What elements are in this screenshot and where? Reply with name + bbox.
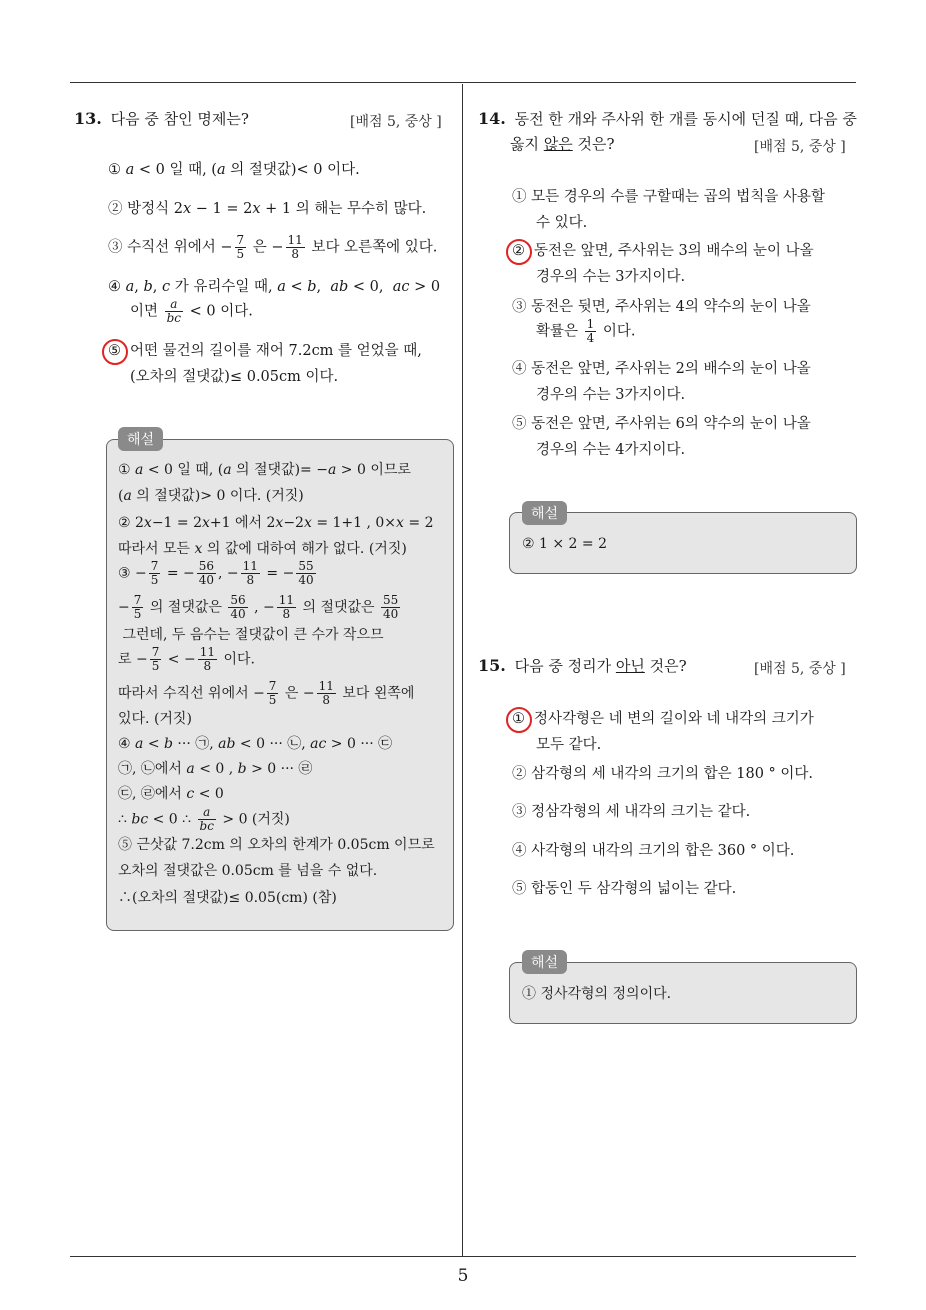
solution-line: − $\frac{7}{5}$ 의 절댓값은 $\frac{56}{40}$ , − $\frac{11}{8}$ 의 절댓값은 $\frac{55}{40}$ [118, 593, 399, 621]
q15-option-4[interactable]: ④ 사각형의 내각의 크기의 합은 360 ° 이다. [512, 843, 795, 859]
solution-line: ① 정사각형의 정의이다. [522, 986, 672, 1002]
q15-option-3[interactable]: ③ 정삼각형의 세 내각의 크기는 같다. [512, 804, 751, 820]
question-number: 14. [478, 109, 506, 128]
q15-option-1[interactable]: ① 정사각형은 네 변의 길이와 네 내각의 크기가 [512, 706, 814, 732]
solution-line: ∴ bc < 0 ∴ $\frac{a}{bc}$ > 0 (거짓) [118, 805, 290, 833]
score-label: [배점 5, 중상 ] [754, 661, 846, 677]
solution-line: ㉠, ㉡에서 a < 0 , b > 0 ··· ㉣ [118, 761, 313, 777]
answer-circle-icon: ① [512, 706, 534, 732]
q14-option-1[interactable]: ① 모든 경우의 수를 구할때는 곱의 법칙을 사용할 [512, 189, 825, 205]
q14-option-2[interactable]: ② 동전은 앞면, 주사위는 3의 배수의 눈이 나올 [512, 238, 814, 264]
q14-option-2-cont: 경우의 수는 3가지이다. [536, 269, 686, 285]
q14-option-4[interactable]: ④ 동전은 앞면, 주사위는 2의 배수의 눈이 나올 [512, 361, 811, 377]
solution-line: 오차의 절댓값은 0.05cm 를 넘을 수 없다. [118, 863, 378, 879]
score-label: [배점 5, 중상 ] [350, 114, 442, 130]
q13-option-1[interactable]: ① a < 0 일 때, (a 의 절댓값)< 0 이다. [108, 162, 360, 178]
solution-line: ④ a < b ··· ㉠, ab < 0 ··· ㉡, ac > 0 ··· ㉢ [118, 736, 393, 752]
question-text: 것은? [572, 135, 615, 153]
question-text: 옳지 [510, 135, 544, 153]
question-text: 동전 한 개와 주사위 한 개를 동시에 던질 때, 다음 중 [514, 110, 857, 128]
question-number: 13. [74, 109, 102, 128]
question-14-heading-line2 [510, 131, 615, 157]
solution-tag: 해설 [522, 950, 567, 974]
solution-line: ② 2x−1 = 2x+1 에서 2x−2x = 1+1 , 0×x = 2 [118, 515, 434, 531]
q14-option-5[interactable]: ⑤ 동전은 앞면, 주사위는 6의 약수의 눈이 나올 [512, 416, 811, 432]
solution-line: (a 의 절댓값)> 0 이다. (거짓) [118, 488, 304, 504]
answer-circle-icon: ⑤ [108, 338, 130, 364]
solution-line: ① a < 0 일 때, (a 의 절댓값)= −a > 0 이므로 [118, 462, 411, 478]
q14-option-4-cont: 경우의 수는 3가지이다. [536, 387, 686, 403]
solution-line: 따라서 모든 x 의 값에 대하여 해가 없다. (거짓) [118, 541, 407, 557]
page-number: 5 [457, 1266, 469, 1286]
solution-line: ∴(오차의 절댓값)≤ 0.05(cm) (참) [118, 890, 337, 906]
question-13-heading [74, 106, 249, 132]
question-text: 다음 중 정리가 [514, 657, 616, 675]
q15-option-2[interactable]: ② 삼각형의 세 내각의 크기의 합은 180 ° 이다. [512, 766, 814, 782]
question-text: 다음 중 참인 명제는? [110, 110, 249, 128]
q13-option-4-cont: 이면 $\frac{a}{bc}$ < 0 이다. [130, 297, 253, 325]
q15-option-5[interactable]: ⑤ 합동인 두 삼각형의 넓이는 같다. [512, 881, 737, 897]
underlined-word: 않은 [543, 135, 573, 153]
question-14-heading [478, 106, 857, 132]
top-rule [70, 82, 856, 83]
q13-option-4[interactable]: ④ a, b, c 가 유리수일 때, a < b, ab < 0, ac > 0 [108, 279, 441, 295]
q13-option-5-cont: (오차의 절댓값)≤ 0.05cm 이다. [130, 369, 339, 385]
solution-tag: 해설 [118, 427, 163, 451]
solution-line: ㉢, ㉣에서 c < 0 [118, 786, 224, 802]
question-number: 15. [478, 656, 506, 675]
solution-line: 따라서 수직선 위에서 − $\frac{7}{5}$ 은 − $\frac{11}{8}$ 보다 왼쪽에 [118, 679, 415, 707]
solution-line: ③ − $\frac{7}{5}$ = − $\frac{56}{40}$ , − $\frac{11}{8}$ = − $\frac{55}{40}$ [118, 559, 314, 587]
solution-line: 로 − $\frac{7}{5}$ < − $\frac{11}{8}$ 이다. [118, 645, 255, 673]
question-15-heading [478, 653, 687, 679]
q14-option-5-cont: 경우의 수는 4가지이다. [536, 442, 686, 458]
solution-line: 그런데, 두 음수는 절댓값이 큰 수가 작으므 [118, 627, 384, 643]
question-text: 것은? [644, 657, 687, 675]
q13-option-5[interactable]: ⑤ 어떤 물건의 길이를 재어 7.2cm 를 얻었을 때, [108, 338, 422, 364]
q14-option-1-cont: 수 있다. [536, 215, 588, 231]
solution-line: ⑤ 근삿값 7.2cm 의 오차의 한계가 0.05cm 이므로 [118, 837, 435, 853]
solution-line: 있다. (거짓) [118, 711, 192, 727]
q14-option-3[interactable]: ③ 동전은 뒷면, 주사위는 4의 약수의 눈이 나올 [512, 299, 811, 315]
column-divider [462, 84, 463, 1256]
solution-line: ② 1 × 2 = 2 [522, 536, 607, 552]
answer-circle-icon: ② [512, 238, 534, 264]
q13-option-3[interactable]: ③ 수직선 위에서 − $\frac{7}{5}$ 은 − $\frac{11}{8}$ 보다 오른쪽에 있다. [108, 233, 438, 261]
q13-option-2[interactable]: ② 방정식 2x − 1 = 2x + 1 의 해는 무수히 많다. [108, 201, 427, 217]
bottom-rule [70, 1256, 856, 1257]
q15-option-1-cont: 모두 같다. [536, 737, 602, 753]
underlined-word: 아닌 [615, 657, 645, 675]
q14-option-3-cont: 확률은 $\frac{1}{4}$ 이다. [536, 317, 636, 345]
solution-tag: 해설 [522, 501, 567, 525]
score-label: [배점 5, 중상 ] [754, 139, 846, 155]
